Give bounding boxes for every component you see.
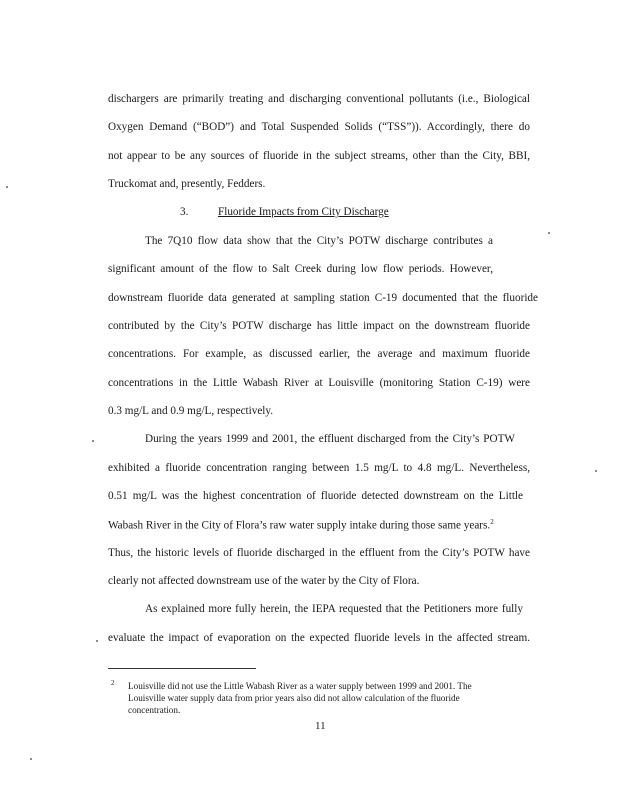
footnote-marker: 2 <box>111 679 115 687</box>
section-title: Fluoride Impacts from City Discharge <box>218 206 389 218</box>
scan-speck <box>6 186 8 188</box>
body-line: significant amount of the flow to Salt Creek during low flow periods. However, <box>108 263 493 275</box>
body-line: The 7Q10 flow data show that the City’s POTW discharge contributes a <box>145 235 493 247</box>
body-line: concentrations. For example, as discussed earlier, the average and maximum fluoride <box>108 348 530 360</box>
section-number: 3. <box>180 206 189 218</box>
footnote-line: Louisville water supply data from prior years also did not allow calculation of the fluoride <box>128 693 460 703</box>
body-line: Thus, the historic levels of fluoride discharged in the effluent from the City’s POTW have <box>108 547 530 559</box>
scan-speck <box>595 470 597 472</box>
footnote-reference: 2 <box>490 518 494 526</box>
footnote-rule <box>108 668 256 669</box>
body-line: As explained more fully herein, the IEPA requested that the Petitioners more fully <box>145 603 523 615</box>
body-line: not appear to be any sources of fluoride in the subject streams, other than the City, BBI, <box>108 150 530 162</box>
footnote-line: Louisville did not use the Little Wabash River as a water supply between 1999 and 2001. The <box>128 681 472 691</box>
body-line: concentrations in the Little Wabash River at Louisville (monitoring Station C-19) were <box>108 377 530 389</box>
body-line: 0.3 mg/L and 0.9 mg/L, respectively. <box>108 405 274 417</box>
body-line: evaluate the impact of evaporation on the expected fluoride levels in the affected stream. <box>108 632 530 644</box>
scan-speck <box>30 758 32 760</box>
scan-speck <box>548 232 550 234</box>
footnote-line: concentration. <box>128 705 181 715</box>
body-line: During the years 1999 and 2001, the effluent discharged from the City’s POTW <box>145 433 515 445</box>
body-line: 0.51 mg/L was the highest concentration of fluoride detected downstream on the Little <box>108 490 523 502</box>
body-line: contributed by the City’s POTW discharge has little impact on the downstream fluoride <box>108 320 530 332</box>
body-line: clearly not affected downstream use of the water by the City of Flora. <box>108 575 420 587</box>
body-line: Truckomat and, presently, Fedders. <box>108 178 266 190</box>
scan-speck <box>92 440 94 442</box>
body-line: Oxygen Demand (“BOD”) and Total Suspended Solids (“TSS”)). Accordingly, there do <box>108 121 530 133</box>
body-line-text: Wabash River in the City of Flora’s raw water supply intake during those same years. <box>108 519 491 532</box>
body-line: exhibited a fluoride concentration ranging between 1.5 mg/L to 4.8 mg/L. Nevertheless, <box>108 462 530 474</box>
body-line: downstream fluoride data generated at sampling station C-19 documented that the fluoride <box>108 292 538 304</box>
scan-speck <box>96 640 98 642</box>
page-number: 11 <box>315 720 326 732</box>
body-line: dischargers are primarily treating and discharging conventional pollutants (i.e., Biological <box>108 93 530 105</box>
body-line <box>108 518 494 532</box>
